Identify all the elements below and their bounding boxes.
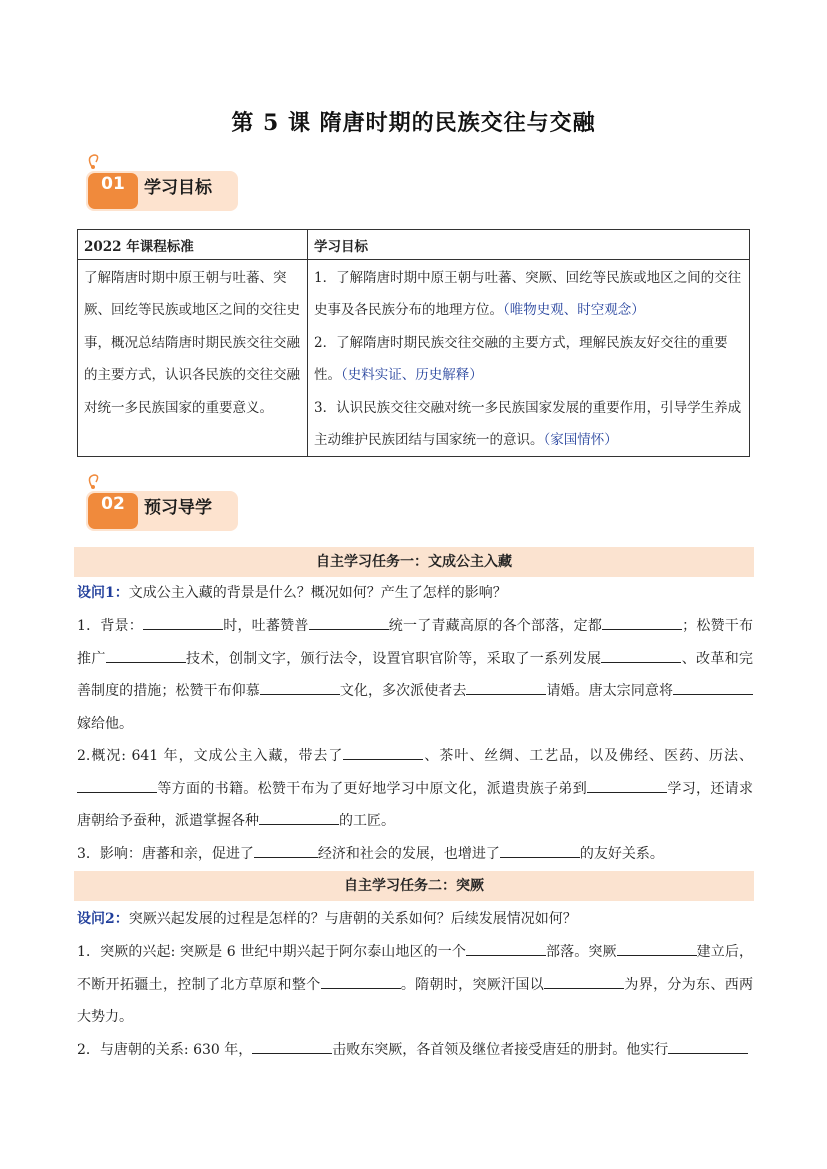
objectives-cell [308,260,750,457]
section-badge-preview [84,473,244,533]
section-number: 02 [101,494,125,514]
fill-blank[interactable] [143,615,223,630]
fill-blank[interactable] [544,974,624,989]
fill-blank[interactable] [601,648,681,663]
fill-blank[interactable] [602,615,682,630]
section-badge-goals [84,153,244,213]
objective-item: 3．认识民族交往交融对统一多民族国家发展的重要作用，引导学生养成主动维护民族团结与国家统一的意识。（家国情怀） [314,399,742,449]
fill-blank[interactable] [668,1039,748,1054]
section-number: 01 [101,174,125,194]
fill-blank[interactable] [254,843,318,858]
table-header-standard: 2022 年课程标准 [78,230,308,260]
objective-item: 1．了解隋唐时期中原王朝与吐蕃、突厥、回纥等民族或地区之间的交往史事及各民族分布的地理方位。（唯物史观、时空观念） [314,270,742,319]
task1-header: 自主学习任务一：文成公主入藏 [74,547,754,577]
fill-blank[interactable] [259,810,339,825]
standard-cell: 了解隋唐时期中原王朝与吐蕃、突厥、回纥等民族或地区之间的交往史事，概况总结隋唐时期民族交往交融的主要方式，认识各民族的交往交融对统一多民族国家的重要意义。 [78,260,308,457]
task2-question: 设问2：突厥兴起发展的过程是怎样的？与唐朝的关系如何？后续发展情况如何？ [77,911,577,927]
task2-rise: 1．突厥的兴起: 突厥是 6 世纪中期兴起于阿尔泰山地区的一个 部落。突厥 建立后，不断开拓疆土，控制了北方草原和整个 。隋朝时，突厥汗国以 为界，分为东、西两大势力。 [77,936,753,1034]
fill-blank[interactable] [77,778,157,793]
objective-item: 2．了解隋唐时期民族交往交融的主要方式，理解民族友好交往的重要性。（史料实证、历史解释） [314,334,728,384]
fill-blank[interactable] [260,680,340,695]
section-label: 学习目标 [144,178,212,198]
fill-blank[interactable] [466,680,546,695]
fill-blank[interactable] [500,843,580,858]
fill-blank[interactable] [466,941,546,956]
task1-overview: 2.概况: 641 年，文成公主入藏，带去了 、茶叶、丝绸、工艺品，以及佛经、医药、历法、等方面的书籍。松赞干布为了更好地学习中原文化，派遣贵族子弟到 学习，还请求唐朝给予蚕种，派遣掌握各种 的工匠。 [77,740,753,838]
objective-tag: （史料实证、历史解释） [341,367,483,384]
task2-relations: 2．与唐朝的关系: 630 年， 击败东突厥，各首领及继位者接受唐廷的册封。他实行 [77,1034,753,1067]
objective-tag: （家国情怀） [543,432,618,449]
page-title: 第 5 课 隋唐时期的民族交往与交融 [231,110,596,136]
task1-background: 1．背景： 时，吐蕃赞普 统一了青藏高原的各个部落，定都 ；松赞干布推广 技术，创制文字，颁行法令，设置官职官阶等，采取了一系列发展 、改革和完善制度的措施；松赞干布仰慕 文化，多次派使者去 请婚。唐太宗同意将嫁给他。 [77,610,753,740]
fill-blank[interactable] [321,974,401,989]
fill-blank[interactable] [252,1039,332,1054]
fill-blank[interactable] [343,745,423,760]
table-header-objectives: 学习目标 [308,230,750,260]
fill-blank[interactable] [617,941,697,956]
objective-tag: （唯物史观、时空观念） [503,302,645,319]
fill-blank[interactable] [673,680,753,695]
task1-impact: 3．影响：唐蕃和亲，促进了 经济和社会的发展，也增进了 的友好关系。 [77,838,753,871]
goals-table [77,229,750,457]
task1-question: 设问1：文成公主入藏的背景是什么？概况如何？产生了怎样的影响？ [77,585,507,601]
question-label: 设问2： [77,911,129,927]
fill-blank[interactable] [106,648,186,663]
fill-blank[interactable] [309,615,389,630]
fill-blank[interactable] [587,778,667,793]
question-label: 设问1： [77,585,129,601]
section-label: 预习导学 [144,498,212,518]
task2-header: 自主学习任务二：突厥 [74,871,754,901]
